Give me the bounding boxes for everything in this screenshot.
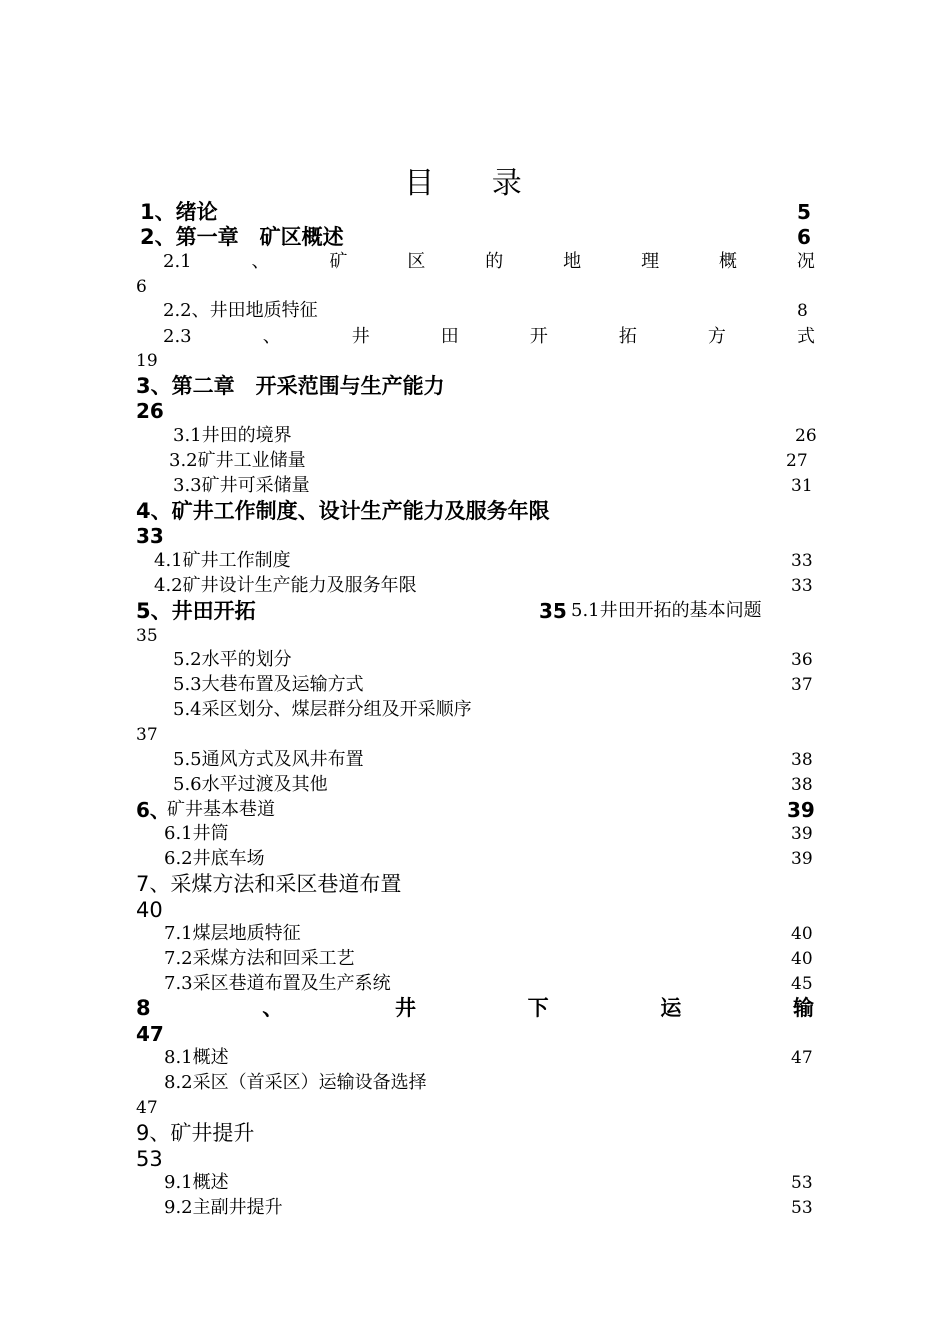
toc-chapter-6-page: 39 (787, 798, 815, 822)
toc-chapter-2: 2、第一章 矿区概述 (140, 225, 344, 249)
toc-section-5-1-page: 35 (136, 626, 158, 646)
toc-part: 运 (660, 996, 682, 1020)
toc-section-5-6: 5.6水平过渡及其他 (173, 774, 328, 795)
toc-chapter-7: 7、采煤方法和采区巷道布置 (136, 872, 402, 896)
toc-chapter-5-page: 35 (539, 599, 567, 623)
toc-section-4-2: 4.2矿井设计生产能力及服务年限 (154, 575, 417, 596)
toc-section-5-4: 5.4采区划分、煤层群分组及开采顺序 (173, 699, 472, 720)
toc-chapter-6-prefix: 6、 (136, 798, 170, 822)
toc-chapter-8 (136, 998, 814, 1019)
toc-part: 田 (440, 326, 459, 347)
toc-section-4-2-page: 33 (791, 576, 813, 596)
toc-part: 输 (792, 996, 814, 1020)
toc-part: 8 (136, 996, 151, 1020)
toc-chapter-5: 5、井田开拓 (136, 599, 256, 623)
toc-chapter-1-page: 5 (797, 200, 811, 224)
toc-section-5-1: 5.1井田开拓的基本问题 (571, 600, 762, 621)
toc-chapter-3: 3、第二章 开采范围与生产能力 (136, 374, 445, 398)
toc-section-8-1-page: 47 (791, 1048, 813, 1068)
toc-title: 目 录 (404, 166, 546, 201)
toc-chapter-4: 4、矿井工作制度、设计生产能力及服务年限 (136, 499, 550, 523)
toc-part: 的 (485, 251, 504, 272)
toc-section-6-1-page: 39 (791, 824, 813, 844)
toc-section-3-1: 3.1井田的境界 (173, 425, 292, 446)
toc-section-5-3: 5.3大巷布置及运输方式 (173, 674, 364, 695)
toc-section-2-2: 2.2、井田地质特征 (163, 300, 318, 321)
toc-section-9-1: 9.1概述 (164, 1172, 229, 1193)
toc-part: 2.3 (163, 326, 192, 347)
toc-section-3-2: 3.2矿井工业储量 (169, 450, 306, 471)
toc-chapter-3-page: 26 (136, 399, 164, 423)
toc-section-5-4-page: 37 (136, 725, 158, 745)
toc-section-7-2: 7.2采煤方法和回采工艺 (164, 948, 355, 969)
toc-section-2-2-page: 8 (797, 301, 808, 321)
toc-section-4-1-page: 33 (791, 551, 813, 571)
toc-chapter-9-page: 53 (136, 1147, 163, 1171)
toc-chapter-9: 9、矿井提升 (136, 1121, 255, 1145)
toc-part: 式 (796, 326, 815, 347)
toc-section-9-2-page: 53 (791, 1198, 813, 1218)
toc-part: 2.1 (163, 251, 192, 272)
toc-part: 方 (707, 326, 726, 347)
toc-section-3-1-page: 26 (795, 426, 817, 446)
toc-section-5-2-page: 36 (791, 650, 813, 670)
toc-section-3-3: 3.3矿井可采储量 (173, 475, 310, 496)
toc-part: 、 (262, 996, 284, 1020)
toc-part: 开 (529, 326, 548, 347)
toc-section-7-3: 7.3采区巷道布置及生产系统 (164, 973, 391, 994)
toc-part: 拓 (618, 326, 637, 347)
toc-section-6-2: 6.2井底车场 (164, 848, 265, 869)
toc-section-5-5: 5.5通风方式及风井布置 (173, 749, 364, 770)
toc-section-2-1 (163, 253, 815, 271)
toc-part: 井 (394, 996, 416, 1020)
toc-section-6-1: 6.1井筒 (164, 823, 229, 844)
toc-section-6-2-page: 39 (791, 849, 813, 869)
toc-section-8-1: 8.1概述 (164, 1047, 229, 1068)
toc-section-7-1: 7.1煤层地质特征 (164, 923, 301, 944)
toc-part: 井 (351, 326, 370, 347)
toc-chapter-1: 1、绪论 (140, 200, 218, 224)
toc-chapter-6: 矿井基本巷道 (167, 799, 275, 820)
toc-section-2-1-page: 6 (136, 277, 147, 297)
toc-section-8-2: 8.2采区（首采区）运输设备选择 (164, 1072, 427, 1093)
toc-section-7-3-page: 45 (791, 974, 813, 994)
toc-section-2-3-page: 19 (136, 351, 158, 371)
toc-part: 理 (641, 251, 660, 272)
toc-section-5-2: 5.2水平的划分 (173, 649, 292, 670)
toc-section-4-1: 4.1矿井工作制度 (154, 550, 291, 571)
toc-part: 、 (251, 251, 270, 272)
toc-section-7-1-page: 40 (791, 924, 813, 944)
toc-section-8-2-page: 47 (136, 1098, 158, 1118)
toc-section-9-1-page: 53 (791, 1173, 813, 1193)
toc-part: 、 (262, 326, 281, 347)
toc-chapter-7-page: 40 (136, 898, 163, 922)
toc-section-2-3 (163, 328, 815, 346)
toc-chapter-8-page: 47 (136, 1022, 164, 1046)
toc-part: 下 (527, 996, 549, 1020)
toc-section-5-3-page: 37 (791, 675, 813, 695)
toc-chapter-2-page: 6 (797, 225, 811, 249)
toc-part: 区 (407, 251, 426, 272)
toc-chapter-4-page: 33 (136, 524, 164, 548)
toc-section-3-2-page: 27 (786, 451, 808, 471)
toc-part: 地 (563, 251, 582, 272)
toc-section-5-5-page: 38 (791, 750, 813, 770)
toc-section-5-6-page: 38 (791, 775, 813, 795)
toc-part: 概 (718, 251, 737, 272)
toc-part: 况 (796, 251, 815, 272)
toc-section-3-3-page: 31 (791, 476, 813, 496)
toc-section-9-2: 9.2主副井提升 (164, 1197, 283, 1218)
toc-section-7-2-page: 40 (791, 949, 813, 969)
toc-part: 矿 (329, 251, 348, 272)
